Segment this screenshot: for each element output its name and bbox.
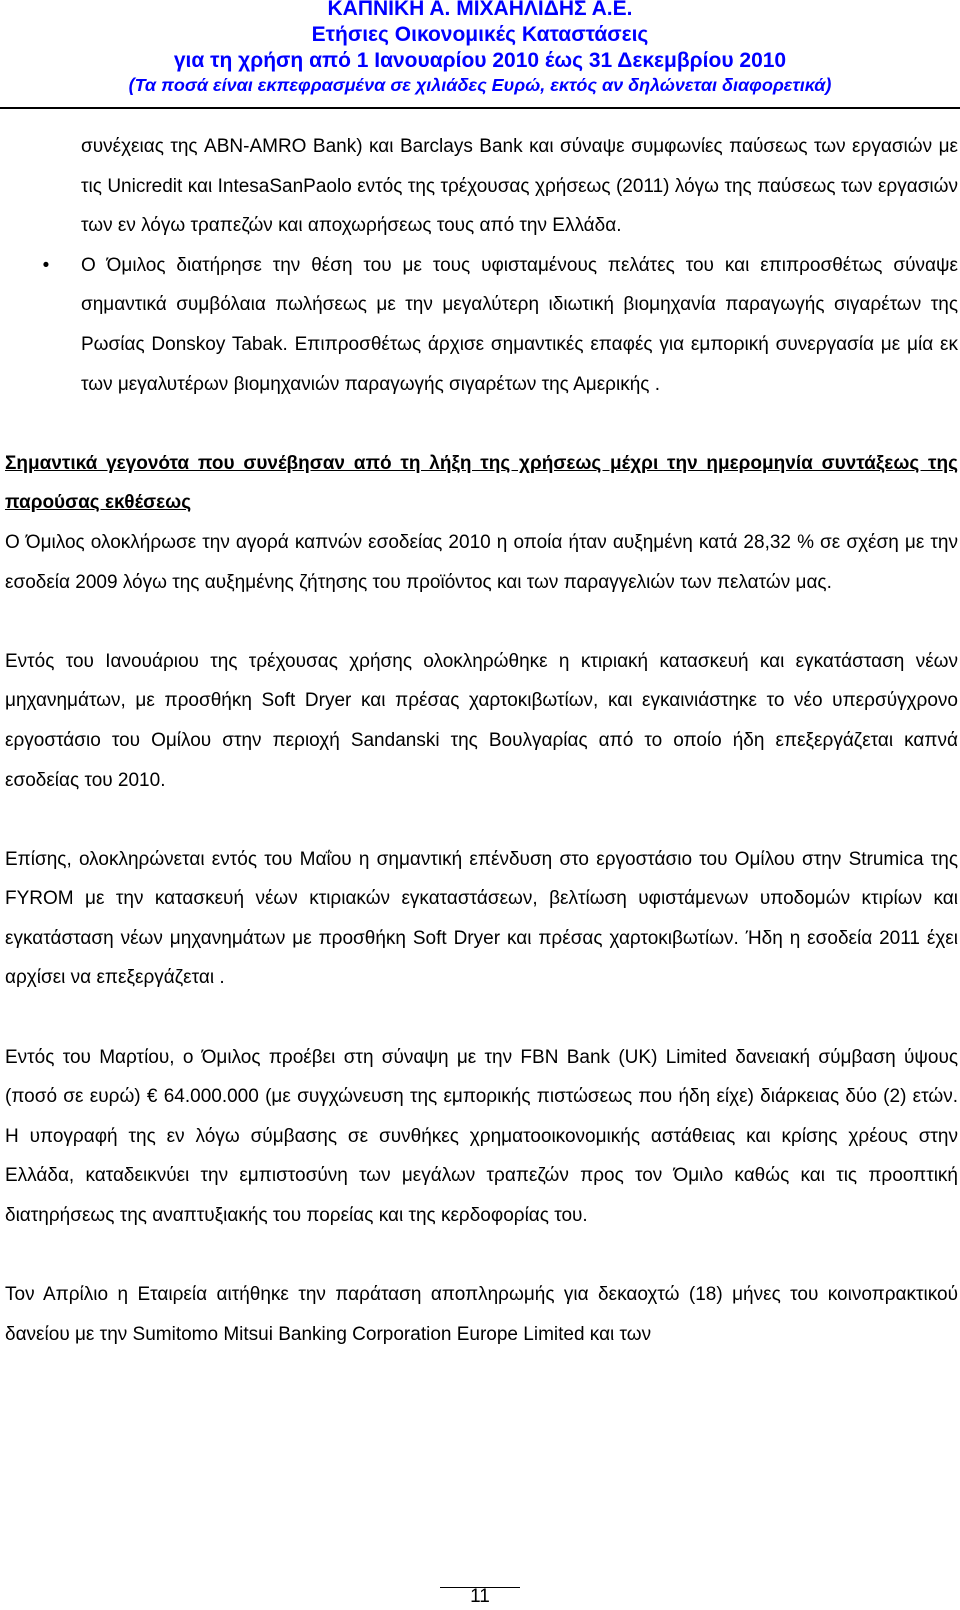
page-header [0, 0, 960, 96]
paragraph-sandanski-factory: Εντός του Ιανουάριου της τρέχουσας χρήσης ολοκληρώθηκε η κτιριακή κατασκευή και εγκατάσταση νέων μηχανημάτων, με προσθήκη Soft Dryer και πρέσας χαρτοκιβωτίων, και εγκαινιάστηκε το νέο υπερσύγχρονο εργοστάσιο του Ομίλου στην περιοχή Sandanski της Βουλγαρίας από το οποίο ήδη επεξεργάζεται καπνά εσοδείας του 2010. [5, 650, 958, 791]
company-name: ΚΑΠΝΙΚΗ Α. ΜΙΧΑΗΛΙΔΗΣ Α.Ε. [327, 0, 633, 20]
document-body [5, 127, 958, 1354]
paragraph-strumica-investment: Επίσης, ολοκληρώνεται εντός του Μαΐου η σημαντική επένδυση στο εργοστάσιο του Ομίλου στην Strumica της FYROM με την κατασκευή νέων κτιριακών εγκαταστάσεων, βελτίωση υφιστάμενων υποδομών κτιρίων και εγκατάσταση νέων μηχανημάτων με προσθήκη Soft Dryer και πρέσας χαρτοκιβωτίων. Ήδη η εσοδεία 2011 έχει αρχίσει να επεξεργάζεται . [5, 848, 958, 989]
paragraph-fbn-loan: Εντός του Μαρτίου, ο Όμιλος προέβει στη σύναψη με την FBN Bank (UK) Limited δανειακή σύμβαση ύψους (ποσό σε ευρώ) € 64.000.000 (με συγχώνευση της εμπορικής πιστώσεως που ήδη είχε) διάρκειας δύο (2) ετών. Η υπογραφή της εν λόγω σύμβασης σε συνθήκες χρηματοοικονομικής αστάθειας και κρίσης χρέους στην Ελλάδα, καταδεικνύει την εμπιστοσύνη των μεγάλων τραπεζών προς τον Όμιλο καθώς και τις προοπτική διατηρήσεως της αναπτυξιακής του πορείας και της κερδοφορίας του. [5, 1046, 958, 1227]
bullet-text: Ο Όμιλος διατήρησε την θέση του με τους υφισταμένους πελάτες του και επιπροσθέτως σύναψε σημαντικά συμβόλαια πωλήσεως με την μεγαλύτερη ιδιωτική βιομηχανία παραγωγής σιγαρέτων της Ρωσίας Donskoy Tabak. Επιπροσθέτως άρχισε σημαντικές επαφές για εμπορική συνεργασία με μία εκ των μεγαλυτέρων βιομηχανιών παραγωγής σιγαρέτων της Αμερικής . [81, 254, 958, 395]
page-number: 11 [470, 1586, 490, 1607]
reporting-period: για τη χρήση από 1 Ιανουαρίου 2010 έως 31 Δεκεμβρίου 2010 [173, 49, 787, 72]
paragraph-tobacco-purchase: Ο Όμιλος ολοκλήρωσε την αγορά καπνών εσοδείας 2010 η οποία ήταν αυξημένη κατά 28,32 % σε σχέση με την εσοδεία 2009 λόγω της αυξημένης ζήτησης του προϊόντος και των παραγγελιών των πελατών μας. [5, 531, 958, 593]
bullet-list-item [42, 246, 958, 404]
section-heading: Σημαντικά γεγονότα που συνέβησαν από τη λήξη της χρήσεως μέχρι την ημερομηνία συντάξεως της παρούσας εκθέσεως [5, 452, 958, 514]
report-title: Ετήσιες Οικονομικές Καταστάσεις [311, 23, 649, 46]
bullet-icon: • [42, 254, 50, 276]
header-divider [0, 107, 960, 109]
paragraph-sumitomo-loan: Τον Απρίλιο η Εταιρεία αιτήθηκε την παράταση αποπληρωμής για δεκαοχτώ (18) μήνες του κοινοπρακτικού δανείου με την Sumitomo Mitsui Banking Corporation Europe Limited και των [5, 1284, 958, 1345]
continued-paragraph: συνέχειας της ABN-AMRO Bank) και Barclays Bank και σύναψε συμφωνίες παύσεως των εργασιών με τις Unicredit και IntesaSanPaolo εντός της τρέχουσας χρήσεως (2011) λόγω της παύσεως των εργασιών των εν λόγω τραπεζών και αποχωρήσεως τους από την Ελλάδα. [81, 136, 958, 237]
amounts-note: (Τα ποσά είναι εκπεφρασμένα σε χιλιάδες Ευρώ, εκτός αν δηλώνεται διαφορετικά) [128, 75, 832, 95]
